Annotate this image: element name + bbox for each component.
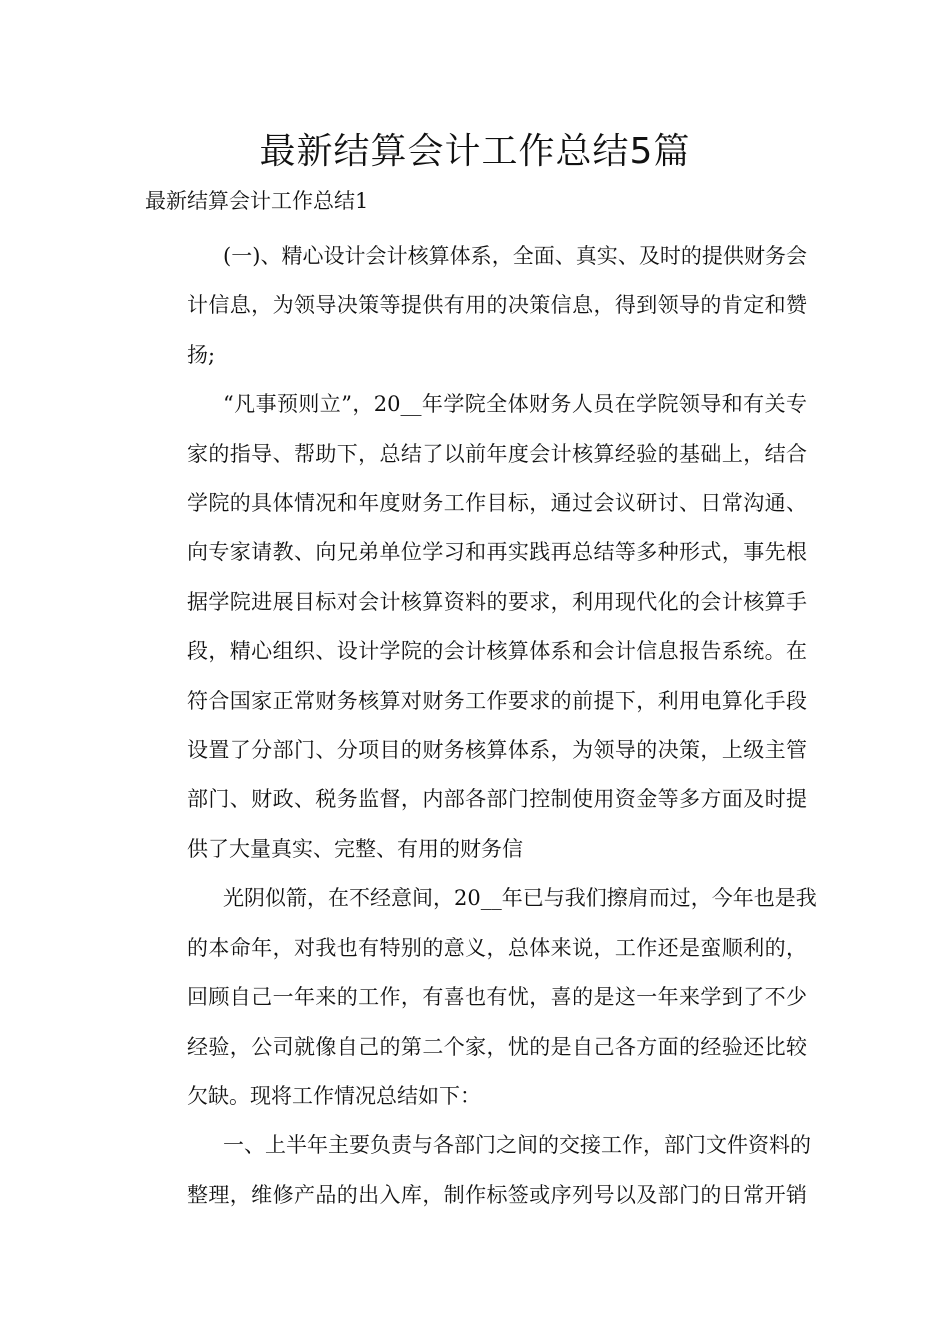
paragraph-line: 回顾自己一年来的工作，有喜也有忧，喜的是这一年来学到了不少	[187, 985, 807, 1010]
paragraph-line: 部门、财政、税务监督，内部各部门控制使用资金等多方面及时提	[187, 787, 807, 812]
paragraph-line: “凡事预则立”，20__年学院全体财务人员在学院领导和有关专	[223, 392, 807, 417]
paragraph-line: 设置了分部门、分项目的财务核算体系，为领导的决策，上级主管	[187, 738, 807, 763]
paragraph-line: 据学院进展目标对会计核算资料的要求，利用现代化的会计核算手	[187, 589, 807, 614]
paragraph-line: 扬;	[187, 342, 216, 367]
paragraph-line: (一)、精心设计会计核算体系，全面、真实、及时的提供财务会	[223, 244, 807, 268]
paragraph-line: 一、上半年主要负责与各部门之间的交接工作，部门文件资料的	[223, 1133, 811, 1158]
paragraph-line: 经验，公司就像自己的第二个家，忧的是自己各方面的经验还比较	[187, 1034, 807, 1059]
paragraph-line: 供了大量真实、完整、有用的财务信	[187, 836, 523, 861]
paragraph-line: 光阴似箭，在不经意间，20__年已与我们擦肩而过，今年也是我	[223, 886, 817, 911]
document-body	[145, 232, 817, 1220]
paragraph-2	[145, 380, 807, 874]
paragraph-line: 向专家请教、向兄弟单位学习和再实践再总结等多种形式，事先根	[187, 540, 807, 565]
paragraph-line: 符合国家正常财务核算对财务工作要求的前提下，利用电算化手段	[187, 688, 807, 713]
paragraph-3	[145, 874, 817, 1121]
paragraph-line: 的本命年，对我也有特别的意义，总体来说，工作还是蛮顺利的，	[187, 935, 807, 960]
paragraph-line: 欠缺。现将工作情况总结如下：	[187, 1083, 481, 1108]
paragraph-line: 学院的具体情况和年度财务工作目标，通过会议研讨、日常沟通、	[187, 491, 807, 516]
paragraph-1	[145, 232, 807, 380]
paragraph-line: 整理，维修产品的出入库，制作标签或序列号以及部门的日常开销	[187, 1182, 807, 1207]
document-subtitle: 最新结算会计工作总结1	[145, 189, 369, 213]
paragraph-line: 计信息，为领导决策等提供有用的决策信息，得到领导的肯定和赞	[187, 293, 807, 318]
paragraph-4	[145, 1121, 811, 1220]
paragraph-line: 家的指导、帮助下，总结了以前年度会计核算经验的基础上，结合	[187, 441, 807, 466]
document-title: 最新结算会计工作总结5篇	[259, 131, 691, 172]
paragraph-line: 段，精心组织、设计学院的会计核算体系和会计信息报告系统。在	[187, 639, 807, 664]
